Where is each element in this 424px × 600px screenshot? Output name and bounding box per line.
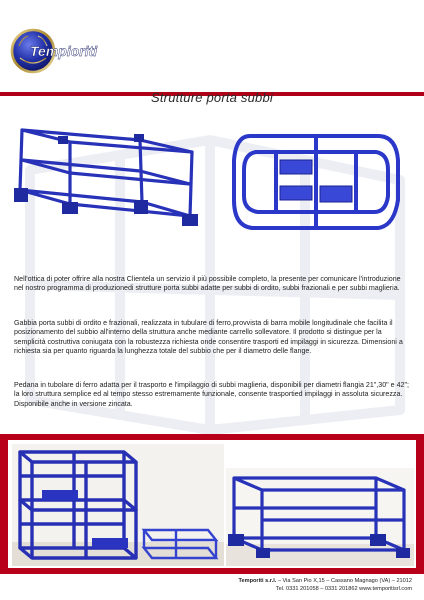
cage-rack-photo — [226, 468, 414, 566]
footer-address-line — [238, 578, 412, 586]
logo-text: Tempioriti — [30, 43, 98, 59]
page-title: Strutture porta subbi — [151, 90, 273, 105]
intro-paragraph: Nell'ottica di poter offrire alla nostra Clientela un servizio il più possibile completo, la presente per comunicare l'introduzione nel nostro programma di produzionedi strutture porta subbi adatte per subbi di ordito, subbi frazionali e per subbi maglieria. — [14, 275, 401, 293]
stacked-racks-photo — [12, 444, 224, 566]
bottom-photos — [8, 440, 416, 568]
footer-address: – Via San Pio X,15 – Cassano Magnago (VA) – 21012 — [276, 578, 412, 584]
company-logo — [10, 28, 108, 74]
header — [0, 0, 424, 92]
knitting-pallet-paragraph: Pedana in tubolare di ferro adatta per il trasporto e l'impilaggio di subbi maglieria, disponibili per diametri flangia 21",30" e 42"; la loro struttura semplice ed al tempo stesso estremamente funzionale, consente trasportied impilaggi in assoluta sicurezza. Disponibile anche in versione zincata. — [14, 381, 409, 408]
long-rack-photo — [10, 118, 200, 236]
footer-contacts[interactable]: Tel. 0331 201058 – 0331 201862 www.temporitisrl.com — [275, 585, 412, 592]
warp-cage-paragraph: Gabbia porta subbi di ordito e frazionali, realizzata in tubulare di ferro,provvista di barra mobile longitudinale che facilita il posizionamento del subbio all'interno della struttura anche mediante carrello sollevatore. Il prodotto si distingue per la semplicità costruttiva coniugata con la robustezza richiesta onde consentire trasporti ed impilaggi in sicurezza. Dimensioni a richiesta sia per quanto riguarda la lunghezza totale del subbio che per il diametro delle flange. — [14, 319, 403, 355]
knitting-pallet-photo — [228, 130, 404, 236]
footer-company: Temporiti s.r.l. — [238, 578, 277, 584]
footer-contact — [238, 578, 412, 593]
